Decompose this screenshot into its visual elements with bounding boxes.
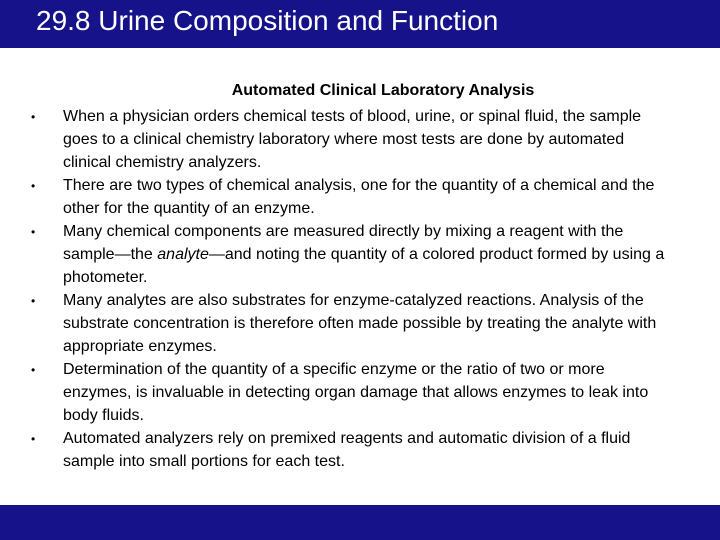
- bullet-text: Automated analyzers rely on premixed reagents and automatic division of a fluid sample into small portions for each test.: [63, 430, 631, 470]
- bullet-text: Many analytes are also substrates for enzyme-catalyzed reactions. Analysis of the substrate concentration is therefore often made possible by treating the analyte with appropriate enzymes.: [63, 292, 657, 355]
- footer-bar: [0, 505, 720, 540]
- bullet-emphasis-analyte: analyte: [157, 246, 209, 263]
- bullet-text: Determination of the quantity of a specific enzyme or the ratio of two or more enzymes, is invaluable in detecting organ damage that allows enzymes to leak into body fluids.: [63, 361, 649, 424]
- bullet-dot: •: [31, 432, 36, 446]
- bullet-dot: •: [31, 225, 36, 239]
- bullet-text: When a physician orders chemical tests of blood, urine, or spinal fluid, the sample goes to a clinical chemistry laboratory where most tests are done by automated clinical chemistry analyzers.: [63, 108, 642, 171]
- bullet-item: [0, 358, 675, 427]
- bullet-list: [0, 105, 720, 473]
- bullet-item: [0, 220, 675, 289]
- bullet-dot: •: [31, 294, 36, 308]
- bullet-text: There are two types of chemical analysis, one for the quantity of a chemical and the other for the quantity of an enzyme.: [63, 177, 655, 217]
- slide-title: 29.8 Urine Composition and Function: [36, 5, 499, 36]
- bullet-text-after: —and noting the quantity of a colored product formed by using a photometer.: [63, 246, 665, 286]
- bullet-item: [0, 174, 675, 220]
- bullet-item: [0, 427, 675, 473]
- bullet-dot: •: [31, 179, 36, 193]
- bullet-text-before: Many chemical components are measured directly by mixing a reagent with the sample—the: [63, 223, 624, 263]
- title-bar: [0, 0, 720, 48]
- bullet-item: [0, 289, 675, 358]
- bullet-dot: •: [31, 110, 36, 124]
- slide-subtitle: Automated Clinical Laboratory Analysis: [231, 82, 535, 99]
- bullet-dot: •: [31, 363, 36, 377]
- bullet-item: [0, 105, 675, 174]
